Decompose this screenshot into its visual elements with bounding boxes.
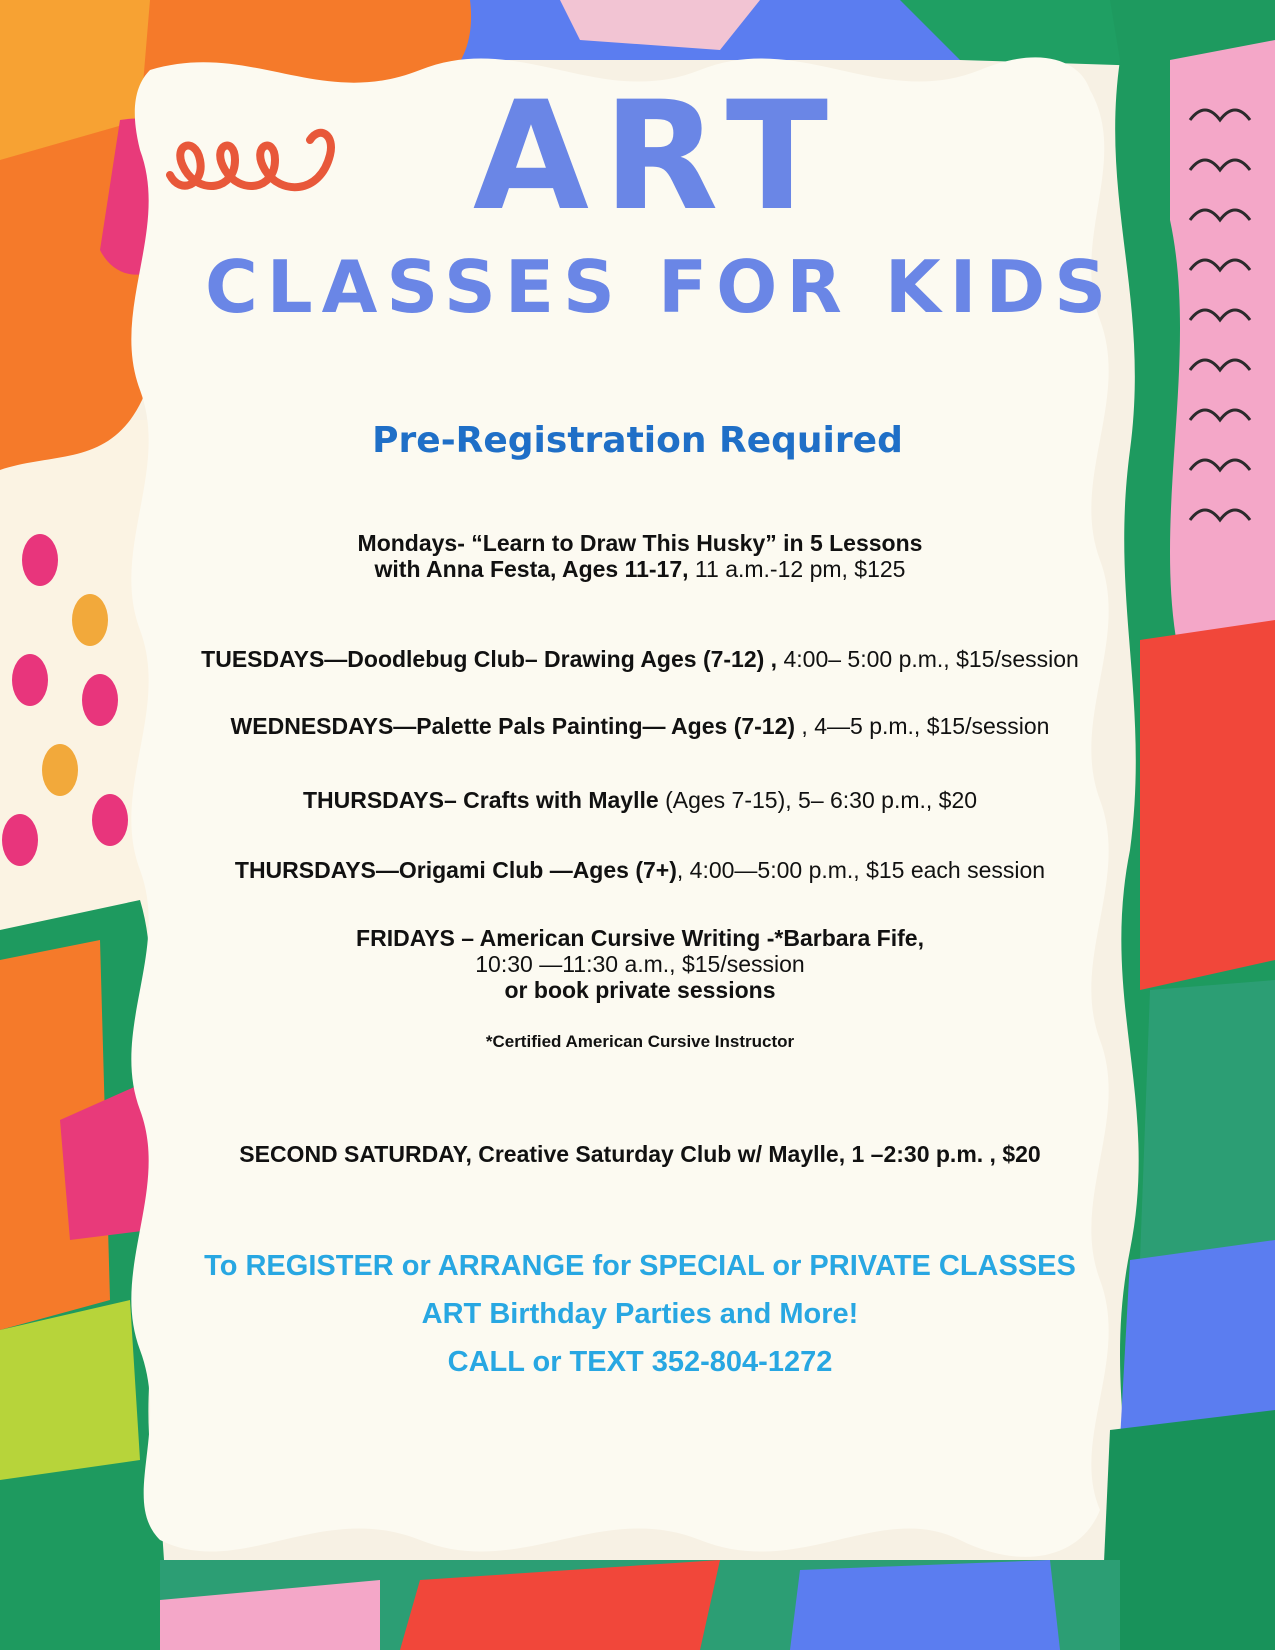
class-friday (140, 925, 1140, 1003)
class-tuesday: TUESDAYS—Doodlebug Club– Drawing Ages (7-12) , 4:00– 5:00 p.m., $15/session (201, 646, 1079, 672)
class-wednesday: WEDNESDAYS—Palette Pals Painting— Ages (7-12) , 4—5 p.m., $15/session (230, 713, 1050, 739)
monday-line-2: with Anna Festa, Ages 11-17, 11 a.m.-12 pm, $125 (374, 556, 906, 582)
monday-line-1: Mondays- “Learn to Draw This Husky” in 5 Lessons (357, 530, 923, 556)
class-thursday-crafts: THURSDAYS– Crafts with Maylle (Ages 7-15), 5– 6:30 p.m., $20 (302, 787, 978, 813)
contact-line-parties: ART Birthday Parties and More! (421, 1298, 859, 1330)
contact-line-register: To REGISTER or ARRANGE for SPECIAL or PRIVATE CLASSES (204, 1250, 1076, 1282)
title-art: ART (472, 70, 843, 244)
title-subtitle: CLASSES FOR KIDS (204, 245, 1116, 329)
class-monday (140, 530, 1140, 582)
contact-line-phone: CALL or TEXT 352-804-1272 (447, 1346, 833, 1378)
class-saturday: SECOND SATURDAY, Creative Saturday Club w/ Maylle, 1 –2:30 p.m. , $20 (239, 1141, 1041, 1167)
friday-line-2: 10:30 —11:30 a.m., $15/session (475, 951, 805, 977)
friday-footnote: *Certified American Cursive Instructor (485, 1032, 795, 1051)
friday-line-1: FRIDAYS – American Cursive Writing -*Barbara Fife, (356, 925, 924, 951)
friday-line-3: or book private sessions (504, 977, 776, 1003)
class-thursday-origami: THURSDAYS—Origami Club —Ages (7+), 4:00—5:00 p.m., $15 each session (234, 857, 1046, 883)
pre-registration-heading: Pre-Registration Required (372, 420, 903, 461)
